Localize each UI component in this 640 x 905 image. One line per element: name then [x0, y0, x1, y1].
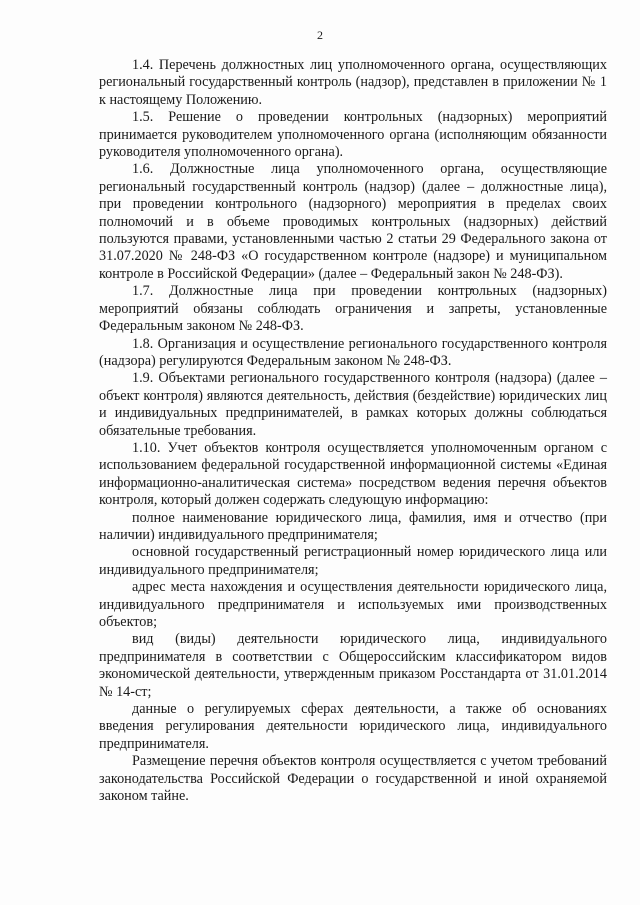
- paragraph-1-9: 1.9. Объектами регионального государственного контроля (надзора) (далее – объект контроля) являются деятельность, действия (бездействие) юридических лиц и индивидуальных предпринимателей, в рамках которых должны соблюдаться обязательные требования.: [99, 370, 607, 439]
- page-number: 2: [317, 28, 323, 42]
- paragraph-1-7: 1.7. Должностные лица при проведении контрольных (надзорных) мероприятий обязаны соблюдать ограничения и запреты, установленные Федеральным законом № 248-ФЗ.: [99, 283, 607, 335]
- paragraph-1-4: 1.4. Перечень должностных лиц уполномоченного органа, осуществляющих региональный государственный контроль (надзор), представлен в приложении № 1 к настоящему Положению.: [99, 57, 607, 108]
- list-item-name: полное наименование юридического лица, фамилия, имя и отчество (при наличии) индивидуального предпринимателя;: [99, 509, 607, 543]
- paragraph-placement: Размещение перечня объектов контроля осуществляется с учетом требований законодательства Российской Федерации о государственной и иной охраняемой законом тайне.: [99, 753, 607, 805]
- list-item-regulated-spheres: данные о регулируемых сферах деятельности, а также об основаниях введения регулирования деятельности юридического лица, индивидуального предпринимателя.: [99, 701, 607, 752]
- list-item-activity: вид (виды) деятельности юридического лица, индивидуального предпринимателя в соответствии с Общероссийским классификатором видов экономической деятельности, утвержденным приказом Росстандарта от 31.01.2014 № 14-ст;: [99, 631, 607, 700]
- paragraph-1-6: 1.6. Должностные лица уполномоченного органа, осуществляющие региональный государственный контроль (надзор) (далее – должностные лица), при проведении контрольного (надзорного) мероприятия в пределах своих полномочий и в объеме проводимых контрольных (надзорных) действий пользуются правами, установленными частью 2 статьи 29 Федерального закона от 31.07.2020 № 248-ФЗ «О государственном контроле (надзоре) и муниципальном контроле в Российской Федерации» (далее – Федеральный закон № 248-ФЗ).: [99, 161, 607, 282]
- paragraph-1-10: 1.10. Учет объектов контроля осуществляется уполномоченным органом с использованием федеральной государственной информационной системы «Единая информационно-аналитическая система» посредством ведения перечня объектов контроля, который должен содержать следующую информацию:: [99, 439, 607, 509]
- document-body: [99, 57, 607, 805]
- list-item-ogrn: основной государственный регистрационный номер юридического лица или индивидуального предпринимателя;: [99, 544, 607, 578]
- paragraph-1-5: 1.5. Решение о проведении контрольных (надзорных) мероприятий принимается руководителем уполномоченного органа (исполняющим обязанности руководителя уполномоченного органа).: [99, 109, 607, 161]
- paragraph-1-8: 1.8. Организация и осуществление регионального государственного контроля (надзора) регулируются Федеральным законом № 248-ФЗ.: [99, 335, 607, 369]
- list-item-address: адрес места нахождения и осуществления деятельности юридического лица, индивидуального предпринимателя и используемых ими производственных объектов;: [99, 579, 607, 630]
